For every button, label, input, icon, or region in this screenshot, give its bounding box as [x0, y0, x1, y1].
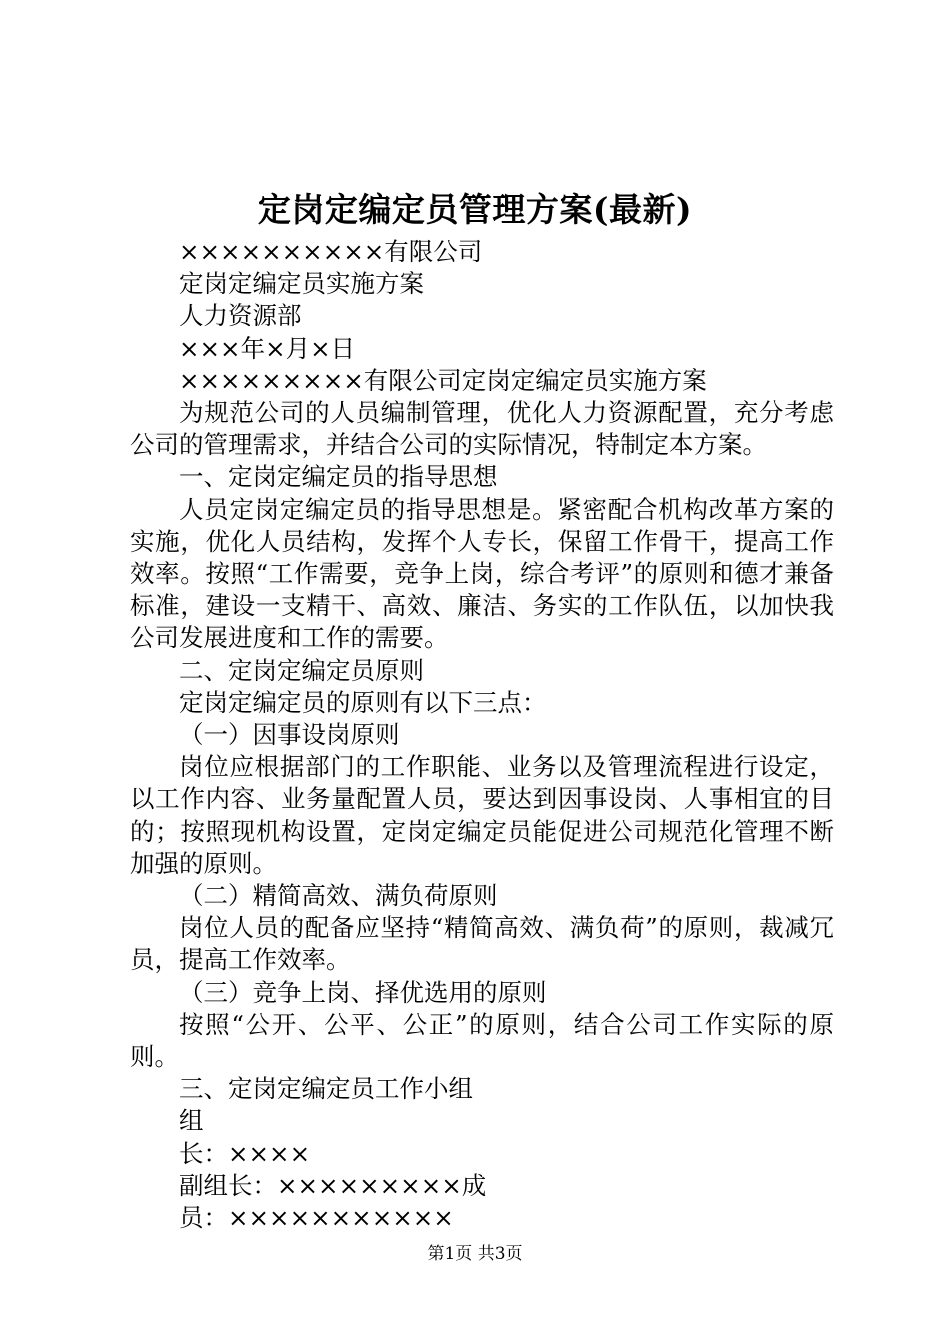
- paragraph-deputy-leader: 副组长：×××××××××成: [179, 1170, 487, 1200]
- section-heading-working-group: 三、定岗定编定员工作小组: [179, 1074, 473, 1104]
- paragraph-plan-name: 定岗定编定员实施方案: [179, 269, 424, 299]
- paragraph-date: ×××年×月×日: [179, 333, 356, 363]
- page-number-footer: 第1页 共3页: [427, 1244, 523, 1264]
- paragraph-department: 人力资源部: [179, 301, 302, 331]
- paragraph-principle-3: 按照“公开、公平、公正”的原则，结合公司工作实际的原则。: [130, 1009, 834, 1072]
- paragraph-principle-1: 岗位应根据部门的工作职能、业务以及管理流程进行设定，以工作内容、业务量配置人员，要达到因事设岗、人事相宜的目的；按照现机构设置，定岗定编定员能促进公司规范化管理不断加强的原则。: [130, 752, 834, 878]
- paragraph-guiding-idea: 人员定岗定编定员的指导思想是。紧密配合机构改革方案的实施，优化人员结构，发挥个人专长，保留工作骨干，提高工作效率。按照“工作需要，竞争上岗，综合考评”的原则和德才兼备标准，建设一支精干、高效、廉洁、务实的工作队伍，以加快我公司发展进度和工作的需要。: [130, 494, 834, 653]
- section-heading-principles: 二、定岗定编定员原则: [179, 655, 424, 685]
- paragraph-intro: 为规范公司的人员编制管理，优化人力资源配置，充分考虑公司的管理需求，并结合公司的实际情况，特制定本方案。: [130, 398, 834, 460]
- document-body: [130, 236, 834, 1234]
- paragraph-principle-2: 岗位人员的配备应坚持“精简高效、满负荷”的原则，裁减冗员，提高工作效率。: [130, 913, 834, 975]
- subheading-principle-3: （三）竞争上岗、择优选用的原则: [179, 977, 547, 1007]
- subheading-principle-1: （一）因事设岗原则: [179, 720, 400, 750]
- paragraph-company-name: ××××××××××有限公司: [179, 237, 483, 266]
- document-title: 定岗定编定员管理方案(最新): [257, 190, 693, 229]
- paragraph-full-plan-title: ×××××××××有限公司定岗定编定员实施方案: [179, 365, 707, 395]
- subheading-principle-2: （二）精简高效、满负荷原则: [179, 881, 498, 911]
- paragraph-principles-intro: 定岗定编定员的原则有以下三点：: [179, 687, 547, 717]
- paragraph-members: 员：×××××××××××: [179, 1203, 454, 1233]
- paragraph-group-label: 组: [179, 1106, 204, 1136]
- section-heading-guiding-idea: 一、定岗定编定员的指导思想: [179, 462, 498, 492]
- paragraph-group-leader: 长：××××: [179, 1138, 311, 1168]
